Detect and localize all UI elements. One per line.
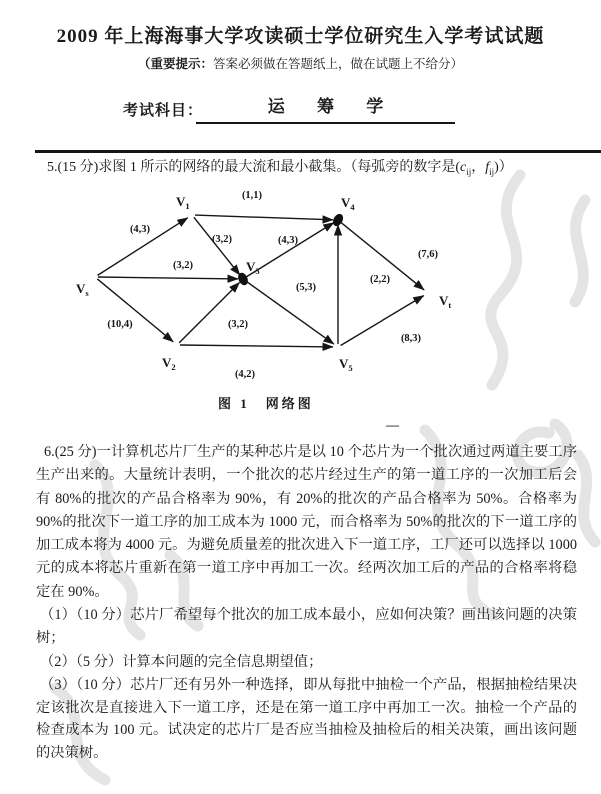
edge-label-v1-v4: (1,1) [241,190,263,201]
network-svg [40,186,530,391]
subject-label: 考试科目： [123,103,204,119]
question-5 [47,159,587,178]
page-title: 2009 年上海海事大学攻读硕士学位研究生入学考试试题 [56,26,545,47]
question-5-text-end: )） [494,160,513,175]
flow-subscript: ij [489,166,495,177]
notice-line [0,54,601,72]
figure-caption: 图 1 网络图 [218,396,314,411]
variable-separator: ， [471,160,486,175]
edge-v1-v4 [195,215,333,220]
node-label-v1: $V_1$ [176,194,190,211]
question-6-body: 6.(25 分)一计算机芯片厂生产的某种芯片是以 10 个芯片为一个批次通过两道主要工序生产出来的。大量统计表明，一个批次的芯片经过生产的第一道工序的一次加工后会有 80%的批次的产品合格率为 90%，有 20%的批次的产品合格率为 50%。合格率为 90%的批次下一道工序的加工成本为 1000 元，而合格率为 50%的批次的下一道工序的加工成本将为 4000 元。为避免质量差的批次进入下一道工序，工厂还可以选择以 1000 元的成本将芯片重新在第一道工序中再加工一次。经两次加工后的产品的合格率将稳定在 90%。 [36,444,577,600]
edge-label-v2-v5: (4,2) [234,369,256,380]
flow-variable: f [485,160,490,175]
subject-value: 运 筹 学 [196,92,455,124]
node-label-v4: $V_4$ [341,195,355,212]
node-label-v3: $V_3$ [246,259,260,276]
edge-v1-v3 [194,217,240,275]
edge-label-v1-v3: (3,2) [211,234,233,245]
edge-v2-v3 [179,283,239,343]
edge-label-v3-v5: (5,3) [295,282,317,293]
question-6-item-2: （2）（5 分）计算本问题的完全信息期望值； [40,654,323,670]
edge-v2-v5 [180,345,333,347]
node-dot-v4 [331,212,345,228]
edge-label-v4-vt: (7,6) [417,249,439,260]
edge-v3-v5 [245,281,334,344]
edge-label-vs-v1: (4,3) [129,224,151,235]
edge-vs-v2 [97,279,173,342]
edge-label-vs-v3: (3,2) [172,260,194,271]
header-divider [35,150,601,153]
notice-bold: （重要提示： [137,57,213,71]
node-label-vt: $V_t$ [439,293,452,310]
node-label-v2: $V_2$ [162,355,176,372]
notice-rest: 答案必须做在答题纸上，做在试题上不给分） [213,57,464,71]
question-6-item-3: （3）（10 分）芯片厂还有另外一种选择，即从每批中抽检一个产品，根据抽检结果决定该批次是直接进入下一道工序，还是在第一道工序中再加工一次。抽检一个产品的检查成本为 100 元。试决定的芯片厂是否应当抽检及抽检后的相关决策，画出该问题的决策树。 [36,677,577,761]
edge-label-v5-v4: (2,2) [369,274,391,285]
stray-scan-mark: — [386,417,399,432]
question-5-text: 5.(15 分)求图 1 所示的网络的最大流和最小截集。（每弧旁的数字是( [47,160,460,175]
capacity-variable: c [460,160,467,175]
node-label-v5: $V_5$ [339,356,353,373]
question-6-item-1: （1）（10 分）芯片厂希望每个批次的加工成本最小，应如何决策？画出该问题的决策树； [36,607,577,647]
edge-label-v5-vt: (8,3) [400,333,422,344]
node-label-vs: $V_s$ [76,281,89,298]
edge-label-v2-v3: (3,2) [227,319,249,330]
edge-vs-v3 [98,277,238,279]
capacity-subscript: ij [466,166,472,177]
edge-label-v3-v4: (4,3) [277,235,299,246]
edge-label-vs-v2: (10,4) [107,319,133,330]
